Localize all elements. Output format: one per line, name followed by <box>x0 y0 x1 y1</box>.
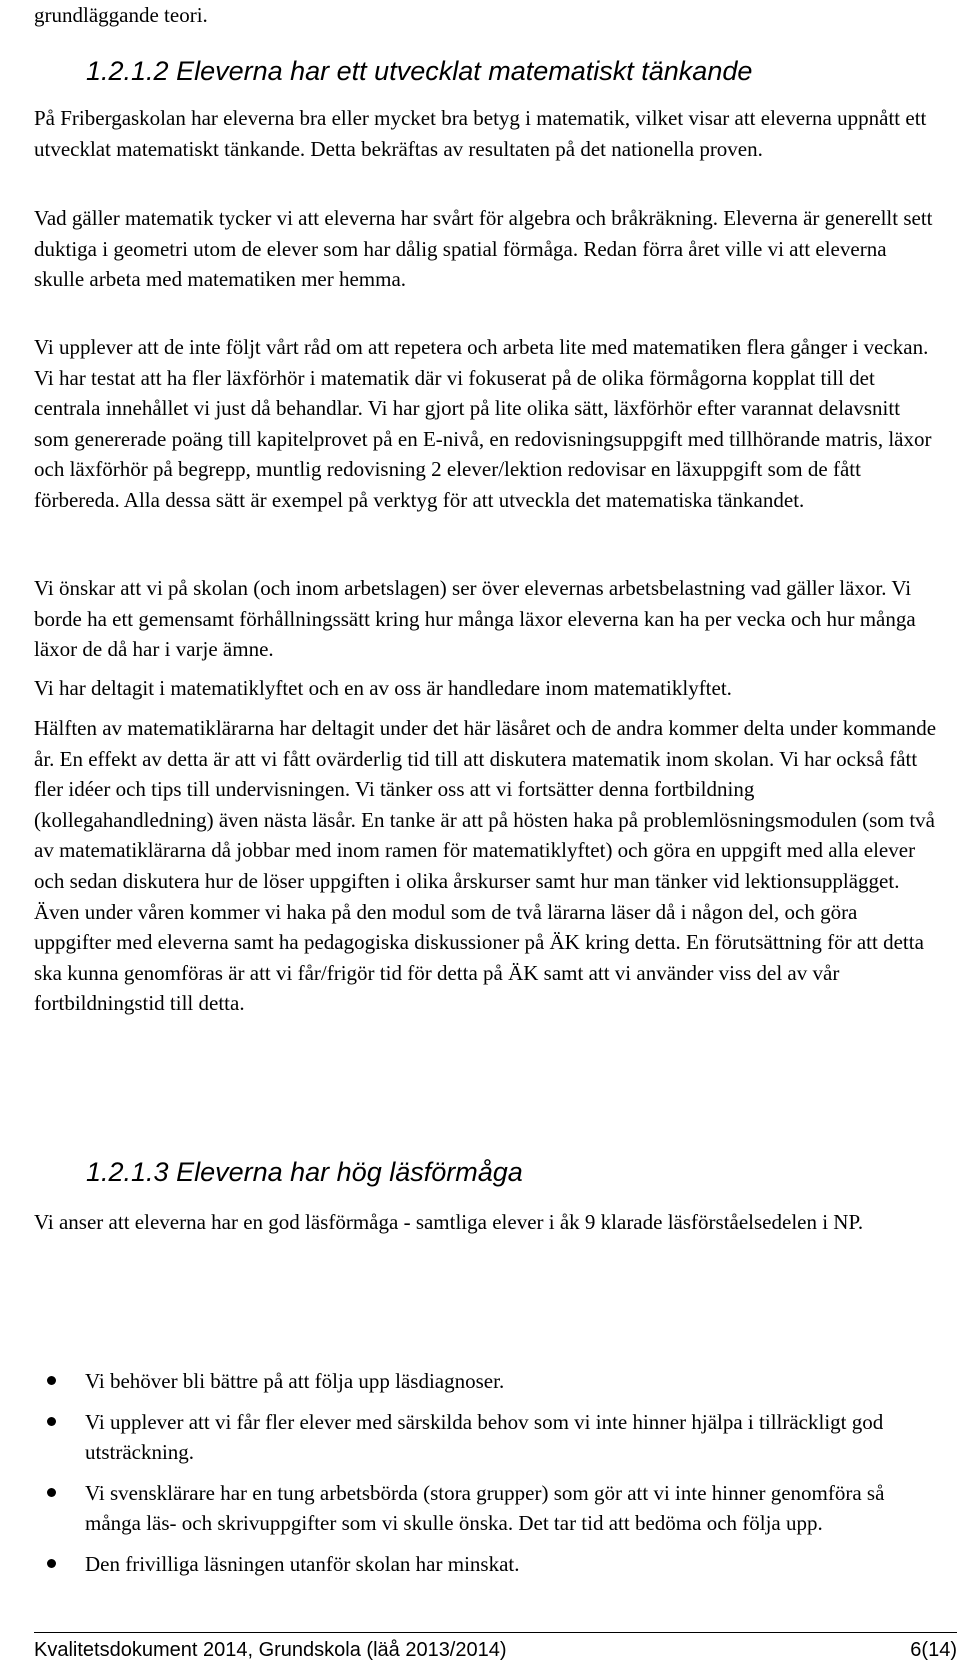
footer-divider <box>34 1632 957 1633</box>
section-heading-reading: 1.2.1.3 Eleverna har hög läsförmåga <box>86 1157 523 1187</box>
lead-in-text: grundläggande teori. <box>34 3 208 27</box>
list-item-text: Den frivilliga läsningen utanför skolan har minskat. <box>85 1551 520 1576</box>
paragraph: Hälften av matematiklärarna har deltagit under det här läsåret och de andra kommer delta under kommande år. En effekt av detta är att vi fått ovärderlig tid till att diskutera matematik inom skolan. Vi har också fått fler idéer och tips till undervisningen. Vi tänker oss att vi fortsätter denna fortbildning (kollegahandledning) även nästa läsår. En tanke är att på hösten haka på problemlösningsmodulen (som två av matematiklärarna då jobbar med inom ramen för matematiklyftet) och göra en uppgift med alla elever och sedan diskutera hur de löser uppgiften i olika årskurser samt hur man tänker vid lektionsupplägget. Även under våren kommer vi haka på den modul som de två lärarna läser då i någon del, och göra uppgifter med eleverna samt ha pedagogiska diskussioner på ÄK kring detta. En förutsättning för att detta ska kunna genomföras är att vi får/frigör tid för detta på ÄK samt att vi använder viss del av vår fortbildningstid till detta. <box>34 716 937 1016</box>
list-item-text: Vi svensklärare har en tung arbetsbörda (stora grupper) som gör att vi inte hinner genomföra så många läs- och skrivuppgifter som vi skulle önska. Det tar tid att bedöma och följa upp. <box>85 1480 885 1536</box>
paragraph: Vi har deltagit i matematiklyftet och en av oss är handledare inom matematiklyftet. <box>34 676 732 700</box>
section-heading-math: 1.2.1.2 Eleverna har ett utvecklat matematiskt tänkande <box>86 56 753 86</box>
paragraph: Vi anser att eleverna har en god läsförmåga - samtliga elever i åk 9 klarade läsförståelsedelen i NP. <box>34 1210 864 1234</box>
paragraph: På Fribergaskolan har eleverna bra eller mycket bra betyg i matematik, vilket visar att eleverna uppnått ett utvecklat matematiskt tänkande. Detta bekräftas av resultaten på det nationella proven. <box>34 106 927 161</box>
list-item <box>34 1549 939 1580</box>
footer-document-title: Kvalitetsdokument 2014, Grundskola (läå 2013/2014) <box>34 1639 507 1661</box>
bullet-icon <box>47 1488 56 1497</box>
bullet-icon <box>47 1376 56 1385</box>
paragraph: Vi upplever att de inte följt vårt råd om att repetera och arbeta lite med matematiken flera gånger i veckan. Vi har testat att ha fler läxförhör i matematik där vi fokuserat på de olika förmågorna kopplat till det centrala innehållet vi just då behandlar. Vi har gjort på lite olika sätt, läxförhör efter varannat delavsnitt som genererade poäng till kapitelprovet på en E-nivå, en redovisningsuppgift med tillhörande matris, läxor och läxförhör på begrepp, muntlig redovisning 2 elever/lektion redovisar en läxuppgift som de fått förbereda. Alla dessa sätt är exempel på verktyg för att utveckla det matematiska tänkandet. <box>34 335 932 512</box>
bullet-list <box>34 1366 939 1590</box>
footer-page-number: 6(14) <box>910 1639 957 1661</box>
bullet-icon <box>47 1417 56 1426</box>
bullet-icon <box>47 1559 56 1568</box>
paragraph: Vi önskar att vi på skolan (och inom arbetslagen) ser över elevernas arbetsbelastning vad gäller läxor. Vi borde ha ett gemensamt förhållningssätt kring hur många läxor eleverna kan ha per vecka och hur många läxor de då har i varje ämne. <box>34 576 916 662</box>
list-item-text: Vi upplever att vi får fler elever med särskilda behov som vi inte hinner hjälpa i tillräckligt god utsträckning. <box>85 1409 884 1465</box>
list-item <box>34 1366 939 1397</box>
list-item <box>34 1407 939 1468</box>
list-item <box>34 1478 939 1539</box>
paragraph: Vad gäller matematik tycker vi att eleverna har svårt för algebra och bråkräkning. Eleverna är generellt sett duktiga i geometri utom de elever som har dålig spatial förmåga. Redan förra året ville vi att eleverna skulle arbeta med matematiken mer hemma. <box>34 206 933 292</box>
list-item-text: Vi behöver bli bättre på att följa upp läsdiagnoser. <box>85 1369 505 1393</box>
